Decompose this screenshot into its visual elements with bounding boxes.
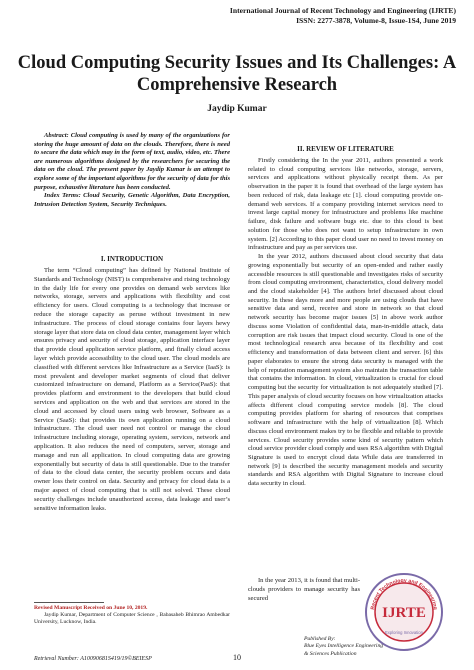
paper-title: Cloud Computing Security Issues and Its Challenges: A Comprehensive Research	[17, 53, 457, 95]
received-date: Revised Manuscript Received on June 10, 2019.	[34, 605, 148, 611]
logo-ring-text: Recent Technology and Engineering	[370, 577, 438, 611]
introduction-text: The term “Cloud computing” has defined by National Institute of Standards and Technology (NIST) is comprehensive and rising technology in the daily life for every one provides on demand web services like networks, storage, servers and applications with flexibility and cost efficiency for users. Cloud computing is a technology that increase or reduce the storage capacity as peruse without investment in new infrastructure. The process of cloud storage contains four layers hewy storage layer that store data on cloud data center, management layer which ensures privacy and security of cloud storage, application interface layer that provide cloud application service platform, and finally cloud access layer which provide accessibility to the cloud user. The cloud models are classified with different services like Infrastructure as a Service (IaaS): is most prevalent and developer market segments of cloud that deliver customized infrastructure on demand, Platform as a Service(PaaS): that provides platform and environment to the developers that build cloud services and application on the web and that services are stored in the cloud and accessed by cloud users using web browser, Software as a Service (SaaS): that provides its own application running on a cloud infrastructure. The cloud user need not control or manage the cloud infrastructure including storage, operating system, services, network and application. It also reduces the need of computers, server, storage and manage and run all application. In cloud computing data are growing exponentially but security of data is still questionable. Due to the transfer of data to the cloud data center, the security problem occurs and data owner loss their control on data. Security and privacy for cloud data is a major aspect of cloud computing that is still not solved. These cloud security challenges include unauthorized access, data leakage and user’s sensitive information leaks.	[34, 267, 230, 512]
published-by: Published By:	[304, 636, 336, 642]
review-paragraph-1: Firstly considering the In the year 2011, authors presented a work related to cloud computing services like networks, storage, servers, services and applications without physically receipt them. As per observation in the paper it is found that overhead of the large system has been reduced of risk, data leakage etc [1]. cloud computing provide on-demand web services. If a company providing internet services need to invest large capital money for infrastructure and problems like machine failure, disk failure and software bugs etc. due to this cloud is best solution for those who does not want to setup infrastructure in own system. [2] According to this paper cloud user no need to invest money on infrastructure and pay as per services use.	[248, 157, 443, 252]
page-number: 10	[233, 653, 241, 662]
publisher-line-2: & Sciences Publication	[304, 650, 357, 657]
review-heading: II. REVIEW OF LITERATURE	[297, 145, 394, 153]
retrieval-number: Retrieval Number: A10090681S419/19©BEIESP	[34, 656, 152, 662]
author-affiliation: Jaydip Kumar, Department of Computer Science , Babasaheb Bhimrao Ambedkar University, Lucknow, India.	[34, 612, 230, 626]
index-terms: Index Terms: Cloud Security, Genetic Algorithm, Data Encryption, Intrusion Detection System, Security Techniques.	[34, 192, 230, 208]
journal-header	[156, 6, 456, 26]
introduction-heading: I. INTRODUCTION	[100, 255, 164, 263]
publisher-line-1: Blue Eyes Intelligence Engineering	[304, 643, 384, 650]
review-paragraph-2: In the year 2012, authors discussed about cloud security that data growing exponentially but security of an open-ended and rather easily accessible resources is still questionable and investigates risks of security from cloud computing environment, characteristics, cloud delivery model and the cloud stakeholder [4]. The authors brief discussed about cloud security. In these days more and more people are using clouds that have sensitive data and send, receive and store in network so that cloud network security has become major issues [5] in above work author discuss some Violation of confidential data, man-in-middle attack, data corruption are risk issues that impact cloud security. Cloud is one of the most technological research area because of its flexibility and cost efficiency and transformation of data between client and server. [6] this paper elaborates to ensure the strong data security is managed with the help of reputation management system also maintain the transaction table that contains the information. In cloud, virtualization is crucial for cloud computing but the security for virtualization is not adequately studied [7]. This paper analysis of cloud security focuses on how virtualization attacks affects different cloud computing service models [8]. The cloud computing provides platform for sharing of resources that comprises software and infrastructure with the help of virtualization [8]. Which discuss cloud environment makes try to be flexible and reliable to provide services. Cloud security provides some kind of security pattern which cloud service provider cloud comply and uses RSA algorithm with Digital Signature is used to encrypt cloud data While data are transferred in network [9] is described the security management models and security standards and RSA algorithm with Digital Signature to increase cloud data security in cloud.	[248, 253, 443, 488]
abstract-block	[34, 132, 230, 209]
paper-author: Jaydip Kumar	[207, 104, 267, 114]
review-paragraph-3: In the year 2013, it is found that multi-clouds providers to manage security has secured	[248, 577, 360, 602]
journal-name: International Journal of Recent Technology and Engineering (IJRTE)	[229, 6, 456, 15]
review-body	[248, 157, 443, 489]
ijrte-logo	[364, 572, 444, 652]
footnote	[34, 605, 230, 627]
footnote-rule	[34, 602, 104, 603]
introduction-body	[34, 267, 230, 513]
logo-bottom-text: Exploring Innovation	[385, 630, 423, 635]
journal-issn: ISSN: 2277-3878, Volume-8, Issue-1S4, June 2019	[296, 16, 456, 25]
logo-center-text: IJRTE	[382, 605, 426, 621]
abstract-text: Abstract: Cloud computing is used by many of the organizations for storing the huge amount of data on the clouds. Therefore, there is need to secure the data which may in the form of text, audio, video, etc. There are numerous algorithms designed by the researchers for securing the data on the cloud. The present paper by Jaydip Kumar is an attempt to explore some of the important algorithms for the security of data for this purpose, exhaustive literature has been conducted.	[34, 132, 230, 191]
